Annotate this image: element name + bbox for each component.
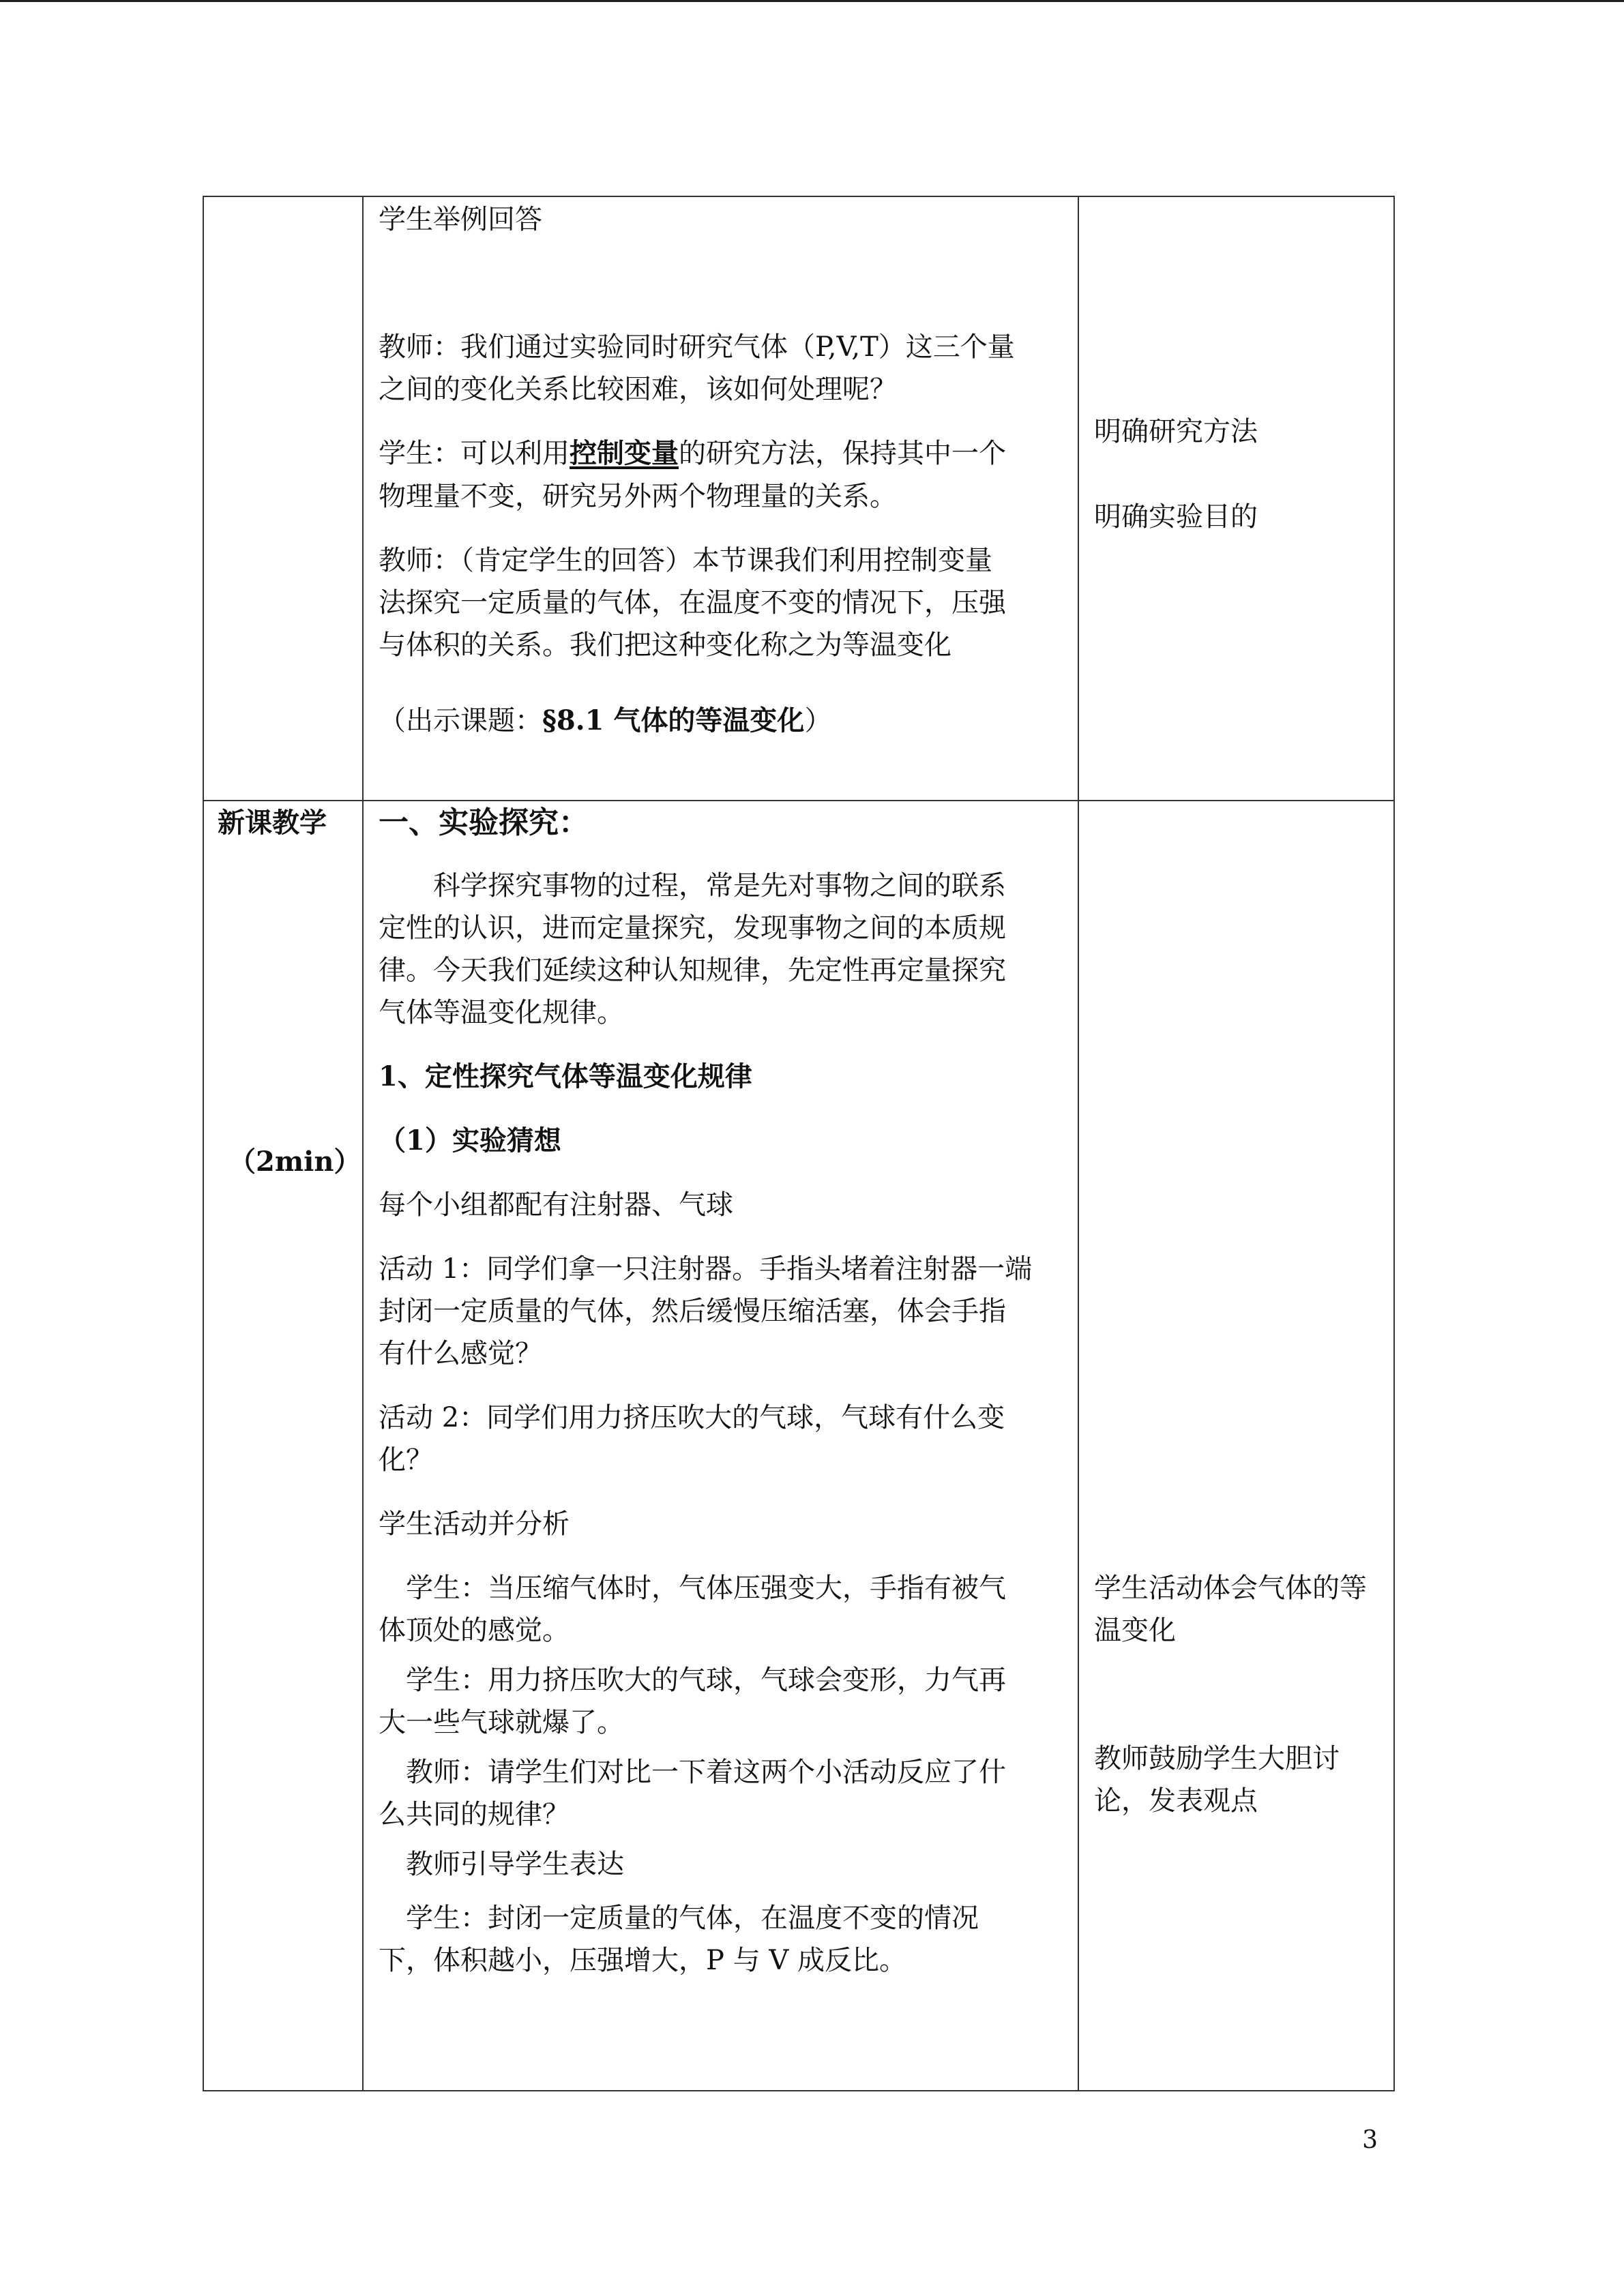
student-answer-prefix: 学生：可以利用 [379, 438, 570, 469]
row1-teacher-comment-line1: 教师：（肯定学生的回答）本节课我们利用控制变量 [379, 545, 992, 576]
topic-suffix: ） [804, 705, 832, 736]
row1-note-purpose: 明确实验目的 [1094, 501, 1258, 533]
key-term-control-variable: 控制变量 [570, 437, 679, 469]
page-number: 3 [1362, 2126, 1378, 2154]
teacher2-text: 教师引导学生表达 [406, 1849, 624, 1880]
student2-line1: 学生：用力挤压吹大的气球，气球会变形，力气再 [406, 1665, 1006, 1696]
topic-prefix: （出示课题： [379, 705, 542, 736]
analysis-text: 学生活动并分析 [379, 1508, 570, 1540]
student-answer-suffix: 的研究方法，保持其中一个 [679, 438, 1006, 469]
activity1-line2: 封闭一定质量的气体，然后缓慢压缩活塞，体会手指 [379, 1296, 1006, 1327]
row2-note2-line2: 论，发表观点 [1094, 1785, 1258, 1817]
intro-line4: 气体等温变化规律。 [379, 997, 624, 1028]
page-top-border [0, 0, 1624, 2]
row1-student-answer-line1 [379, 432, 1006, 475]
activity2-line2: 化？ [379, 1444, 433, 1476]
row1-teacher-comment-line2: 法探究一定质量的气体，在温度不变的情况下，压强 [379, 587, 1006, 618]
student2-line2: 大一些气球就爆了。 [379, 1707, 624, 1738]
column-divider-stage [362, 197, 364, 2090]
stage-label: 新课教学 [218, 807, 327, 839]
student3-line2: 下，体积越小，压强增大，P 与 V 成反比。 [379, 1945, 906, 1976]
topic-title: §8.1 气体的等温变化 [542, 704, 805, 736]
row2-note1-line2: 温变化 [1094, 1615, 1176, 1646]
row1-teacher-question-line1: 教师：我们通过实验同时研究气体（P,V,T）这三个量 [379, 331, 1015, 363]
intro-line3: 律。今天我们延续这种认知规律，先定性再定量探究 [379, 955, 1006, 986]
student3-line1: 学生：封闭一定质量的气体，在温度不变的情况 [406, 1903, 979, 1934]
row1-teacher-comment-line3: 与体积的关系。我们把这种变化称之为等温变化 [379, 629, 951, 661]
row2-note1-line1: 学生活动体会气体的等 [1094, 1572, 1367, 1604]
activity2-line1: 活动 2：同学们用力挤压吹大的气球，气球有什么变 [379, 1402, 1005, 1433]
intro-line2: 定性的认识，进而定量探究，发现事物之间的本质规 [379, 912, 1006, 944]
row1-note-method: 明确研究方法 [1094, 416, 1258, 447]
student1-line2: 体顶处的感觉。 [379, 1615, 570, 1646]
stage-time: （2min） [228, 1146, 361, 1178]
row2-note2-line1: 教师鼓励学生大胆讨 [1094, 1743, 1340, 1774]
column-divider-notes [1078, 197, 1079, 2090]
row1-topic-line [379, 699, 831, 743]
section-heading: 一、实验探究： [379, 805, 589, 840]
teacher1-line2: 么共同的规律？ [379, 1799, 570, 1830]
equipment-text: 每个小组都配有注射器、气球 [379, 1189, 733, 1221]
row1-text-student-examples: 学生举例回答 [379, 204, 542, 235]
intro-line1: 科学探究事物的过程，常是先对事物之间的联系 [433, 870, 1006, 901]
row1-teacher-question-line2: 之间的变化关系比较困难，该如何处理呢？ [379, 374, 897, 405]
subheading-hypothesis: （1）实验猜想 [379, 1124, 561, 1157]
row1-student-answer-line2: 物理量不变，研究另外两个物理量的关系。 [379, 481, 897, 512]
activity1-line3: 有什么感觉？ [379, 1338, 542, 1369]
activity1-line1: 活动 1：同学们拿一只注射器。手指头堵着注射器一端 [379, 1253, 1033, 1285]
student1-line1: 学生：当压缩气体时，气体压强变大，手指有被气 [406, 1572, 1006, 1604]
subheading-qualitative: 1、定性探究气体等温变化规律 [379, 1060, 752, 1092]
teacher1-line1: 教师：请学生们对比一下着这两个小活动反应了什 [406, 1757, 1006, 1788]
